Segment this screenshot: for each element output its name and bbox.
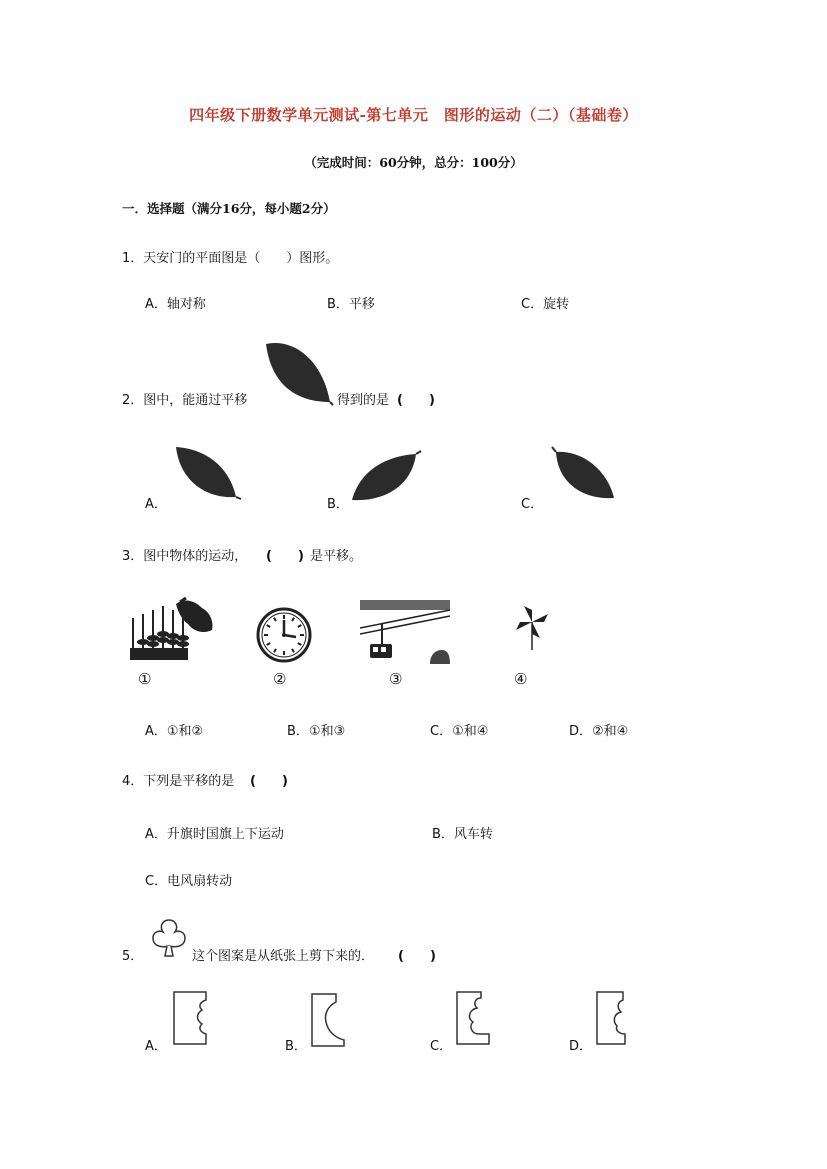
q1-option-b[interactable]: B．平移 bbox=[327, 297, 375, 312]
q5-option-b[interactable]: B． bbox=[285, 1039, 307, 1054]
page-subtitle: （完成时间：60分钟，总分：100分） bbox=[304, 155, 523, 170]
question-4-answer-paren: ( ) bbox=[250, 774, 288, 789]
leaf-option-b-icon[interactable] bbox=[350, 450, 422, 502]
q4-option-c[interactable]: C．电风扇转动 bbox=[145, 874, 233, 889]
clover-pattern-icon bbox=[147, 918, 191, 958]
cut-paper-option-b-icon[interactable] bbox=[310, 992, 346, 1048]
q2-option-b[interactable]: B． bbox=[327, 497, 349, 512]
page-title: 四年级下册数学单元测试-第七单元 图形的运动（二）（基础卷） bbox=[189, 106, 638, 124]
q3-pic-label-4: ④ bbox=[514, 670, 528, 688]
q1-option-c[interactable]: C．旋转 bbox=[521, 297, 570, 312]
question-3-prefix: 3．图中物体的运动， bbox=[122, 549, 248, 564]
q4-option-a[interactable]: A．升旗时国旗上下运动 bbox=[145, 827, 284, 842]
q3-pic-label-3: ③ bbox=[389, 670, 403, 688]
question-3-suffix: 是平移。 bbox=[310, 549, 363, 564]
q2-option-a[interactable]: A． bbox=[145, 497, 167, 512]
leaf-option-c-icon[interactable] bbox=[548, 446, 618, 502]
q3-option-d[interactable]: D．②和④ bbox=[569, 724, 629, 739]
cut-paper-option-d-icon[interactable] bbox=[595, 990, 631, 1046]
question-5-answer-paren: ( ) bbox=[398, 949, 436, 964]
q5-option-d[interactable]: D． bbox=[569, 1039, 593, 1054]
question-2-suffix: 得到的是 bbox=[337, 393, 390, 408]
q4-option-b[interactable]: B．风车转 bbox=[432, 827, 493, 842]
q2-option-c[interactable]: C． bbox=[521, 497, 544, 512]
cut-paper-option-c-icon[interactable] bbox=[455, 990, 491, 1046]
question-2-prefix: 2．图中，能通过平移 bbox=[122, 393, 248, 408]
abacus-icon bbox=[128, 598, 216, 662]
q5-option-c[interactable]: C． bbox=[430, 1039, 453, 1054]
clock-icon bbox=[256, 607, 312, 663]
cable-car-icon bbox=[360, 600, 450, 664]
q1-option-a[interactable]: A．轴对称 bbox=[145, 297, 206, 312]
question-3-answer-paren: ( ) bbox=[266, 549, 304, 564]
q3-option-c[interactable]: C．①和④ bbox=[430, 724, 489, 739]
pinwheel-icon bbox=[512, 604, 552, 652]
cut-paper-option-a-icon[interactable] bbox=[172, 990, 208, 1046]
question-4-text: 4．下列是平移的是 bbox=[122, 774, 235, 789]
question-5-suffix: 这个图案是从纸张上剪下来的． bbox=[192, 949, 375, 964]
q3-pic-label-2: ② bbox=[273, 670, 287, 688]
q3-option-b[interactable]: B．①和③ bbox=[287, 724, 346, 739]
question-2-answer-paren: ( ) bbox=[397, 393, 435, 408]
section-heading: 一．选择题（满分16分，每小题2分） bbox=[122, 201, 336, 216]
leaf-reference-icon bbox=[262, 340, 334, 406]
q3-option-a[interactable]: A．①和② bbox=[145, 724, 204, 739]
question-1-text: 1．天安门的平面图是（ ）图形。 bbox=[122, 251, 339, 266]
q3-pic-label-1: ① bbox=[138, 670, 152, 688]
question-5-prefix: 5． bbox=[122, 949, 144, 964]
leaf-option-a-icon[interactable] bbox=[172, 445, 242, 501]
q5-option-a[interactable]: A． bbox=[145, 1039, 167, 1054]
